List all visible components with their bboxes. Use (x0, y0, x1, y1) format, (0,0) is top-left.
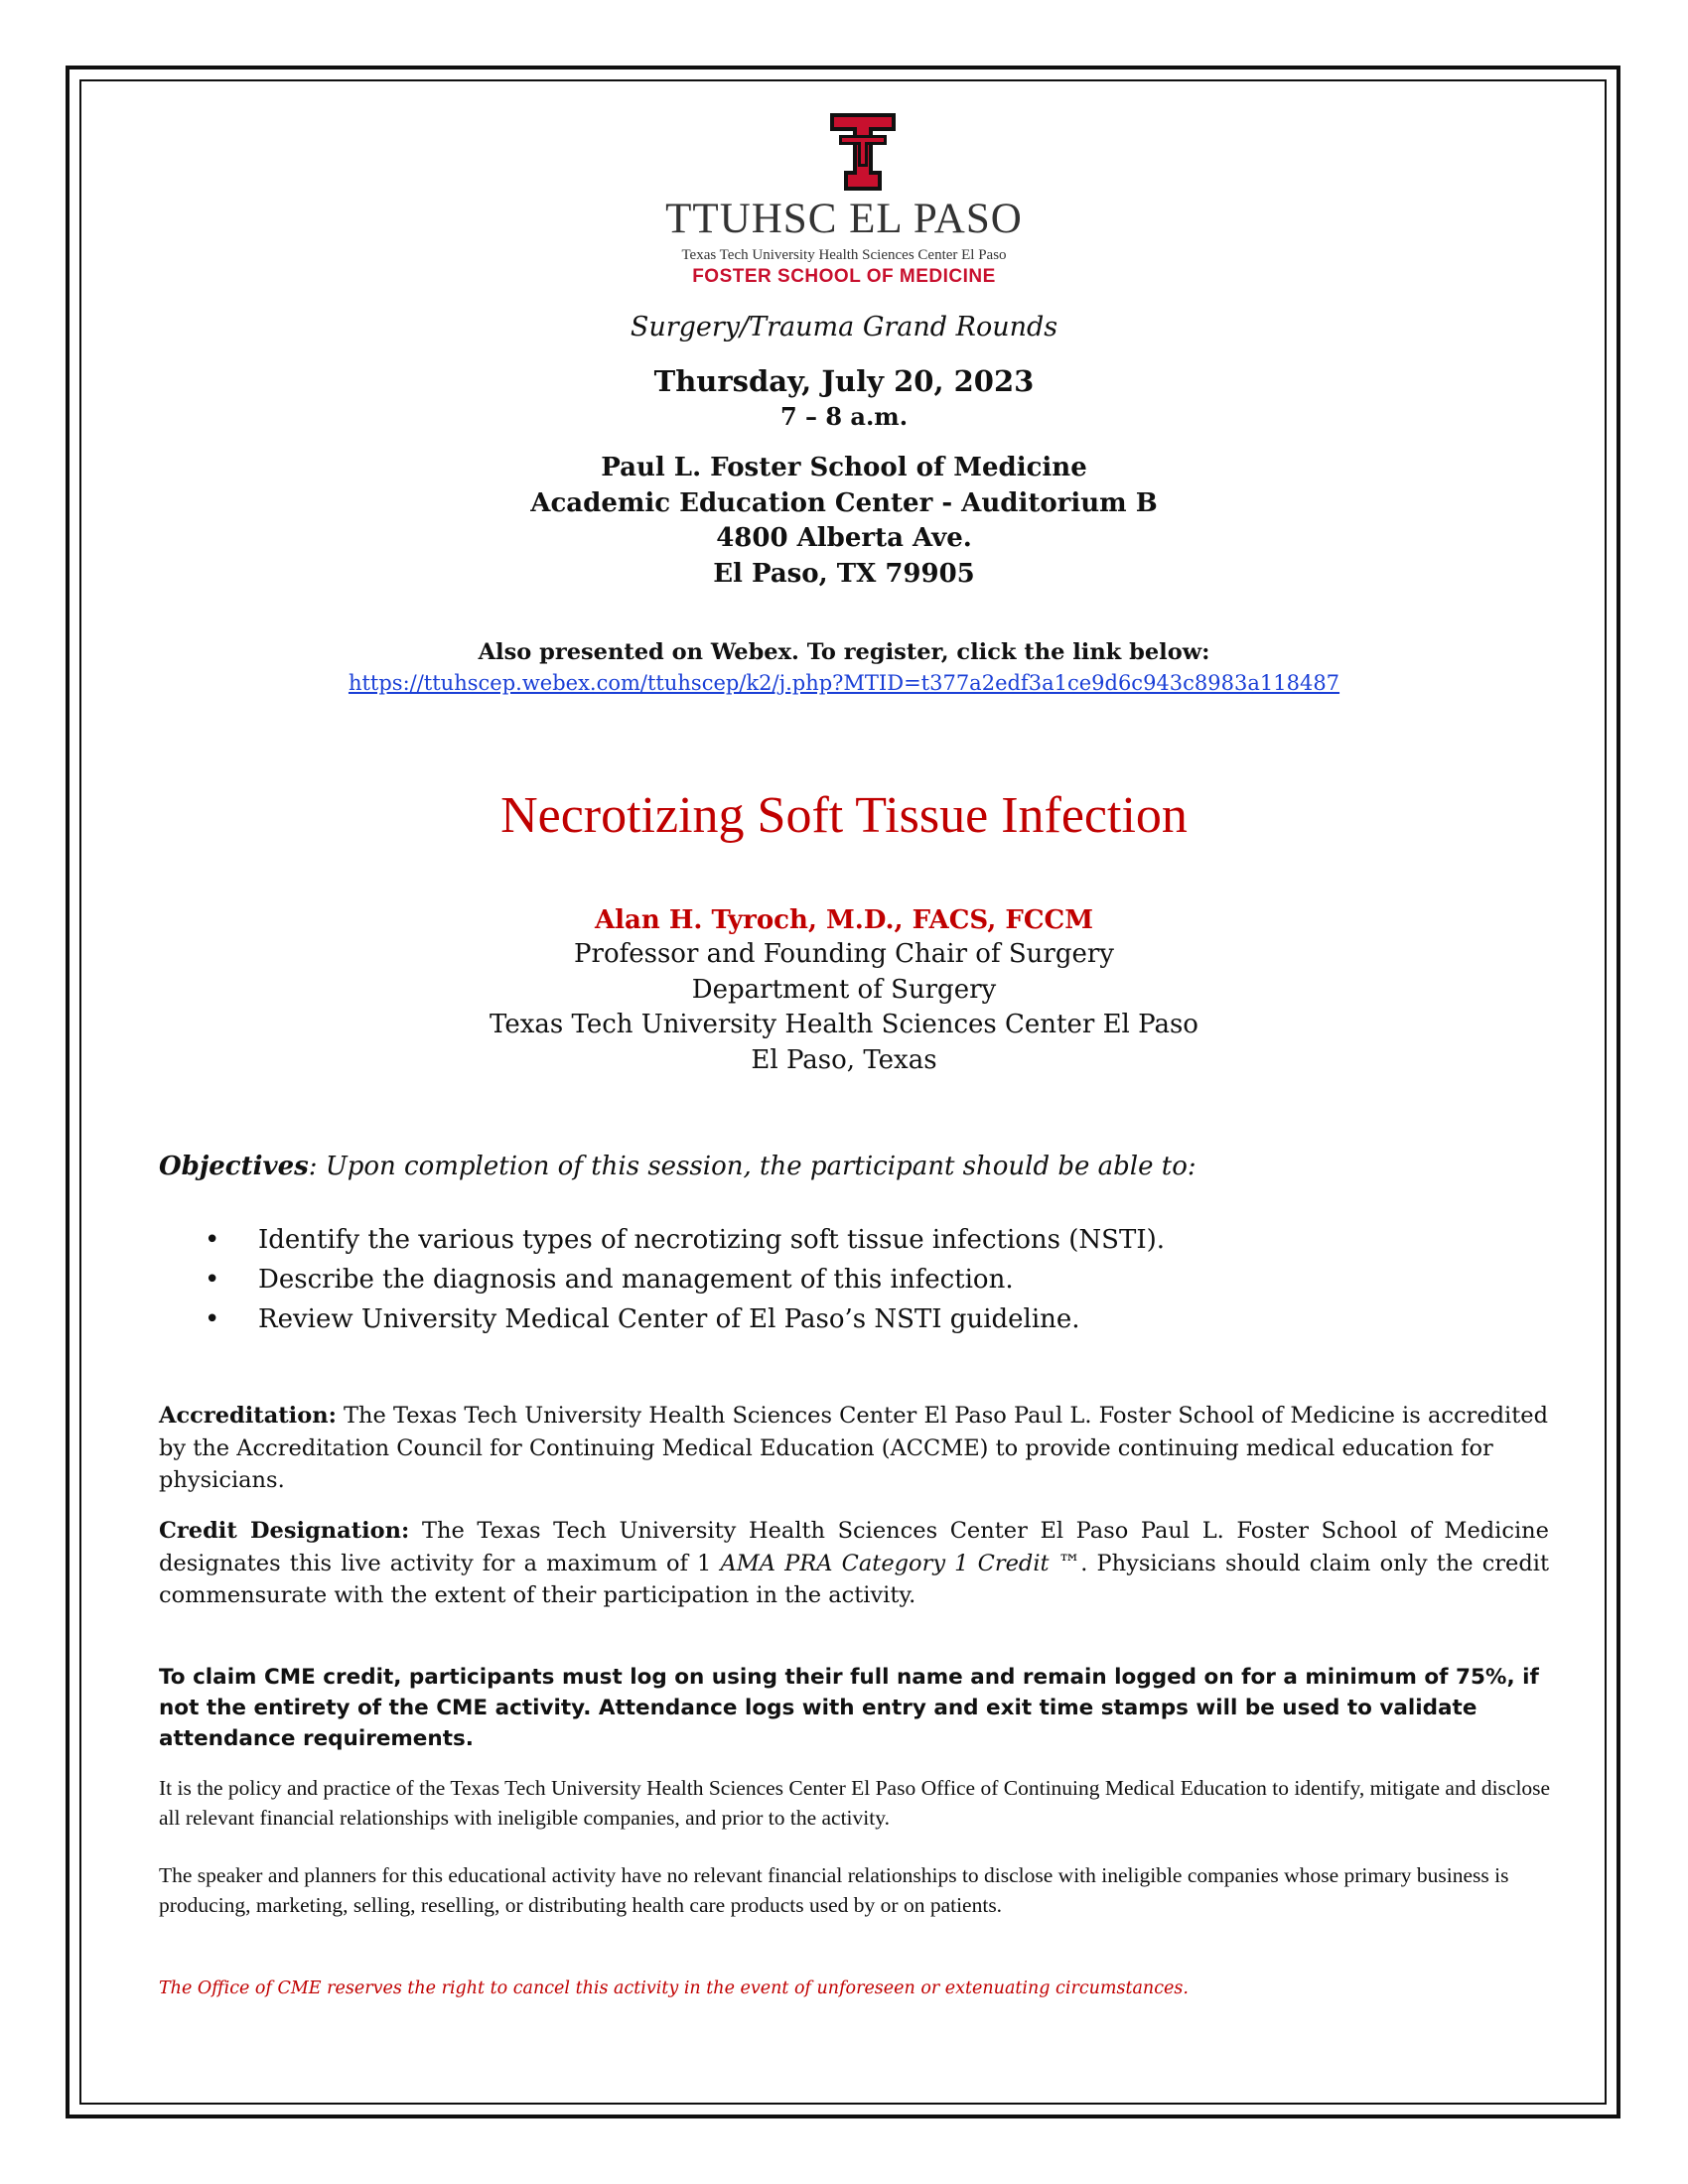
speaker-affiliation (0, 937, 1688, 1078)
speaker-line: El Paso, Texas (751, 1044, 937, 1075)
list-item (159, 1221, 1569, 1261)
webex-registration-link[interactable]: https://ttuhscep.webex.com/ttuhscep/k2/j.php?MTID=t377a2edf3a1ce9d6c943c8983a118487 (348, 671, 1340, 695)
speaker-line: Texas Tech University Health Sciences Center El Paso (490, 1010, 1198, 1039)
school-name: FOSTER SCHOOL OF MEDICINE (692, 266, 996, 287)
credit-designation (159, 1515, 1549, 1612)
credit-label: Credit Designation: (159, 1518, 410, 1544)
bullet-icon: • (205, 1225, 220, 1255)
credit-text-after: . Physicians should claim only the credit commensurate with the extent of their participation in the activity. (159, 1550, 1550, 1608)
event-venue (0, 451, 1688, 592)
objectives-intro: : Upon completion of this session, the participant should be able to: (308, 1152, 1196, 1181)
venue-line: 4800 Alberta Ave. (716, 523, 972, 553)
accreditation-statement (159, 1400, 1549, 1497)
bullet-icon: • (205, 1265, 220, 1295)
speaker-line: Department of Surgery (691, 974, 997, 1005)
accreditation-text: The Texas Tech University Health Sciences Center El Paso Paul L. Foster School of Medicine is accredited by the Accreditation Council for Continuing Medical Education (ACCME) to provide continuing medical education for physicians. (159, 1403, 1548, 1493)
event-series: Surgery/Trauma Grand Rounds (630, 312, 1058, 342)
event-time: 7 – 8 a.m. (779, 402, 909, 431)
objectives-heading (159, 1150, 1569, 1183)
cancellation-notice: The Office of CME reserves the right to cancel this activity in the event of unforeseen or extenuating circumstances. (159, 1979, 1189, 1998)
institution-tagline: Texas Tech University Health Sciences Center El Paso (681, 247, 1007, 263)
speaker-line: Professor and Founding Chair of Surgery (574, 939, 1114, 969)
institution-wordmark: TTUHSC EL PASO (665, 196, 1023, 242)
venue-line: Academic Education Center - Auditorium B (530, 487, 1158, 518)
objective-text: Identify the various types of necrotizing soft tissue infections (NSTI). (258, 1225, 1165, 1255)
webex-note: Also presented on Webex. To register, click the link below: (478, 639, 1210, 665)
policy-statement: It is the policy and practice of the Texas Tech University Health Sciences Center El Paso Office of Continuing Medical Education to identify, mitigate and disclose all relevant financial relationships with ineligible companies, and prior to the activity. (159, 1776, 1551, 1830)
venue-line: El Paso, TX 79905 (713, 558, 975, 589)
event-date: Thursday, July 20, 2023 (653, 364, 1035, 398)
double-t-logo-icon (828, 111, 898, 193)
objectives-list (159, 1221, 1569, 1340)
objectives-label: Objectives (159, 1152, 309, 1181)
accreditation-label: Accreditation: (159, 1403, 337, 1429)
bullet-icon: • (205, 1304, 220, 1334)
objective-text: Review University Medical Center of El Paso’s NSTI guideline. (258, 1304, 1080, 1334)
talk-title: Necrotizing Soft Tissue Infection (500, 787, 1188, 844)
list-item (159, 1261, 1569, 1300)
speaker-name: Alan H. Tyroch, M.D., FACS, FCCM (595, 905, 1093, 935)
objective-text: Describe the diagnosis and management of this infection. (258, 1265, 1014, 1295)
cme-claim-notice: To claim CME credit, participants must log on using their full name and remain logged on for a minimum of 75%, if not the entirety of the CME activity. Attendance logs with entry and exit time stamps will be used to validate attendance requirements. (159, 1665, 1539, 1751)
disclosure-statement: The speaker and planners for this educational activity have no relevant financial relationships to disclose with ineligible companies whose primary business is producing, marketing, selling, reselling, or distributing health care products used by or on patients. (159, 1863, 1509, 1917)
credit-name: AMA PRA Category 1 Credit ™ (720, 1550, 1081, 1576)
credit-text-before: The Texas Tech University Health Sciences Center El Paso Paul L. Foster School of Medicine designates this live activity for a maximum of 1 (159, 1518, 1549, 1576)
venue-line: Paul L. Foster School of Medicine (601, 453, 1087, 482)
list-item (159, 1300, 1569, 1340)
